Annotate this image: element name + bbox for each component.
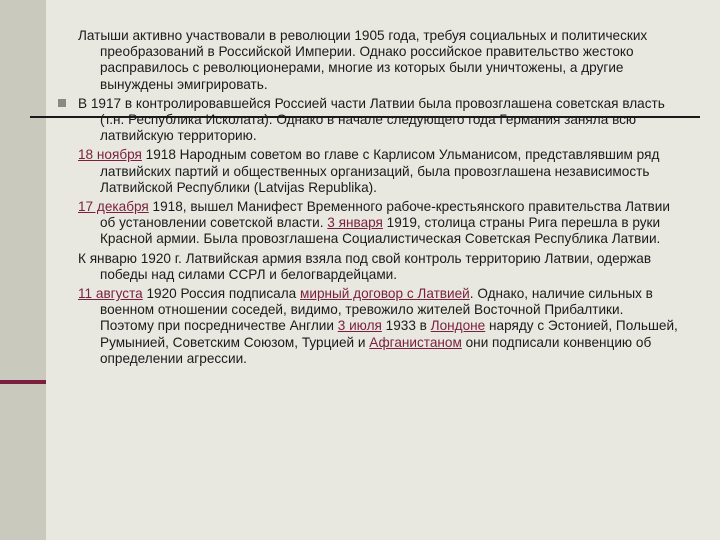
- paragraph-6-text-5: они подписали конвенцию об определении агрессии.: [100, 334, 652, 366]
- link-afghanistan[interactable]: Афганистаном: [369, 334, 462, 350]
- link-peace-treaty-latvia[interactable]: мирный договор с Латвией: [300, 286, 470, 302]
- link-3-january[interactable]: 3 января: [327, 215, 383, 231]
- paragraph-6-text-3: 1933 в: [381, 318, 431, 334]
- link-17-december[interactable]: 17 декабря: [78, 199, 149, 215]
- paragraph-5: [78, 251, 678, 283]
- paragraph-5-text: К январю 1920 г. Латвийская армия взяла под свой контроль территорию Латвии, одержав победы над силами ССРЛ и белогвардейцами.: [78, 250, 652, 282]
- paragraph-4: [78, 199, 678, 248]
- paragraph-2-text: В 1917 в контролировавшейся Россией части Латвии была провозглашена советская власть (т.н. Республика Исколата). Однако в начале следующего года Германия заняла всю латвийскую территорию.: [78, 95, 665, 144]
- paragraph-4-text-2: 1919, столица страны Рига перешла в руки Красной армии. Была провозглашена Социалистическая Советская Республика Латвии.: [100, 215, 661, 247]
- link-11-august[interactable]: 11 августа: [78, 286, 143, 302]
- paragraph-3-text: 1918 Народным советом во главе с Карлисом Ульманисом, представлявшим ряд латвийских партий и общественных организаций, была провозглашена независимость Латвийской Республики (Latvijas Republika).: [100, 147, 660, 195]
- slide-content: [78, 28, 678, 370]
- link-18-november[interactable]: 18 ноября: [78, 147, 142, 163]
- paragraph-2: [78, 96, 678, 145]
- paragraph-6: [78, 286, 678, 367]
- slide-sidebar: [0, 0, 46, 540]
- paragraph-6-text-2: . Однако, наличие сильных в военном отношении соседей, видимо, тревожило жителей Восточной Прибалтики. Поэтому при посредничестве Англии: [100, 286, 653, 334]
- paragraph-4-text-1: 1918, вышел Манифест Временного рабоче-крестьянского правительства Латвии об установлении советской власти.: [100, 199, 670, 231]
- square-bullet-icon: [58, 99, 66, 107]
- paragraph-1: [78, 28, 678, 93]
- paragraph-1-text: Латыши активно участвовали в революции 1905 года, требуя социальных и политических преобразований в Российской Империи. Однако российское правительство жестоко расправилось с революционерами, многие из которых были уничтожены, а другие вынуждены эмигрировать.: [78, 28, 648, 92]
- link-3-july[interactable]: 3 июля: [337, 318, 382, 334]
- paragraph-6-text-4: наряду с Эстонией, Польшей, Румынией, Советским Союзом, Турцией и: [100, 318, 678, 350]
- link-london[interactable]: Лондоне: [430, 318, 486, 334]
- sidebar-accent-bar: [0, 380, 46, 384]
- paragraph-3: [78, 147, 678, 196]
- paragraph-6-text-1: 1920 Россия подписала: [142, 286, 300, 302]
